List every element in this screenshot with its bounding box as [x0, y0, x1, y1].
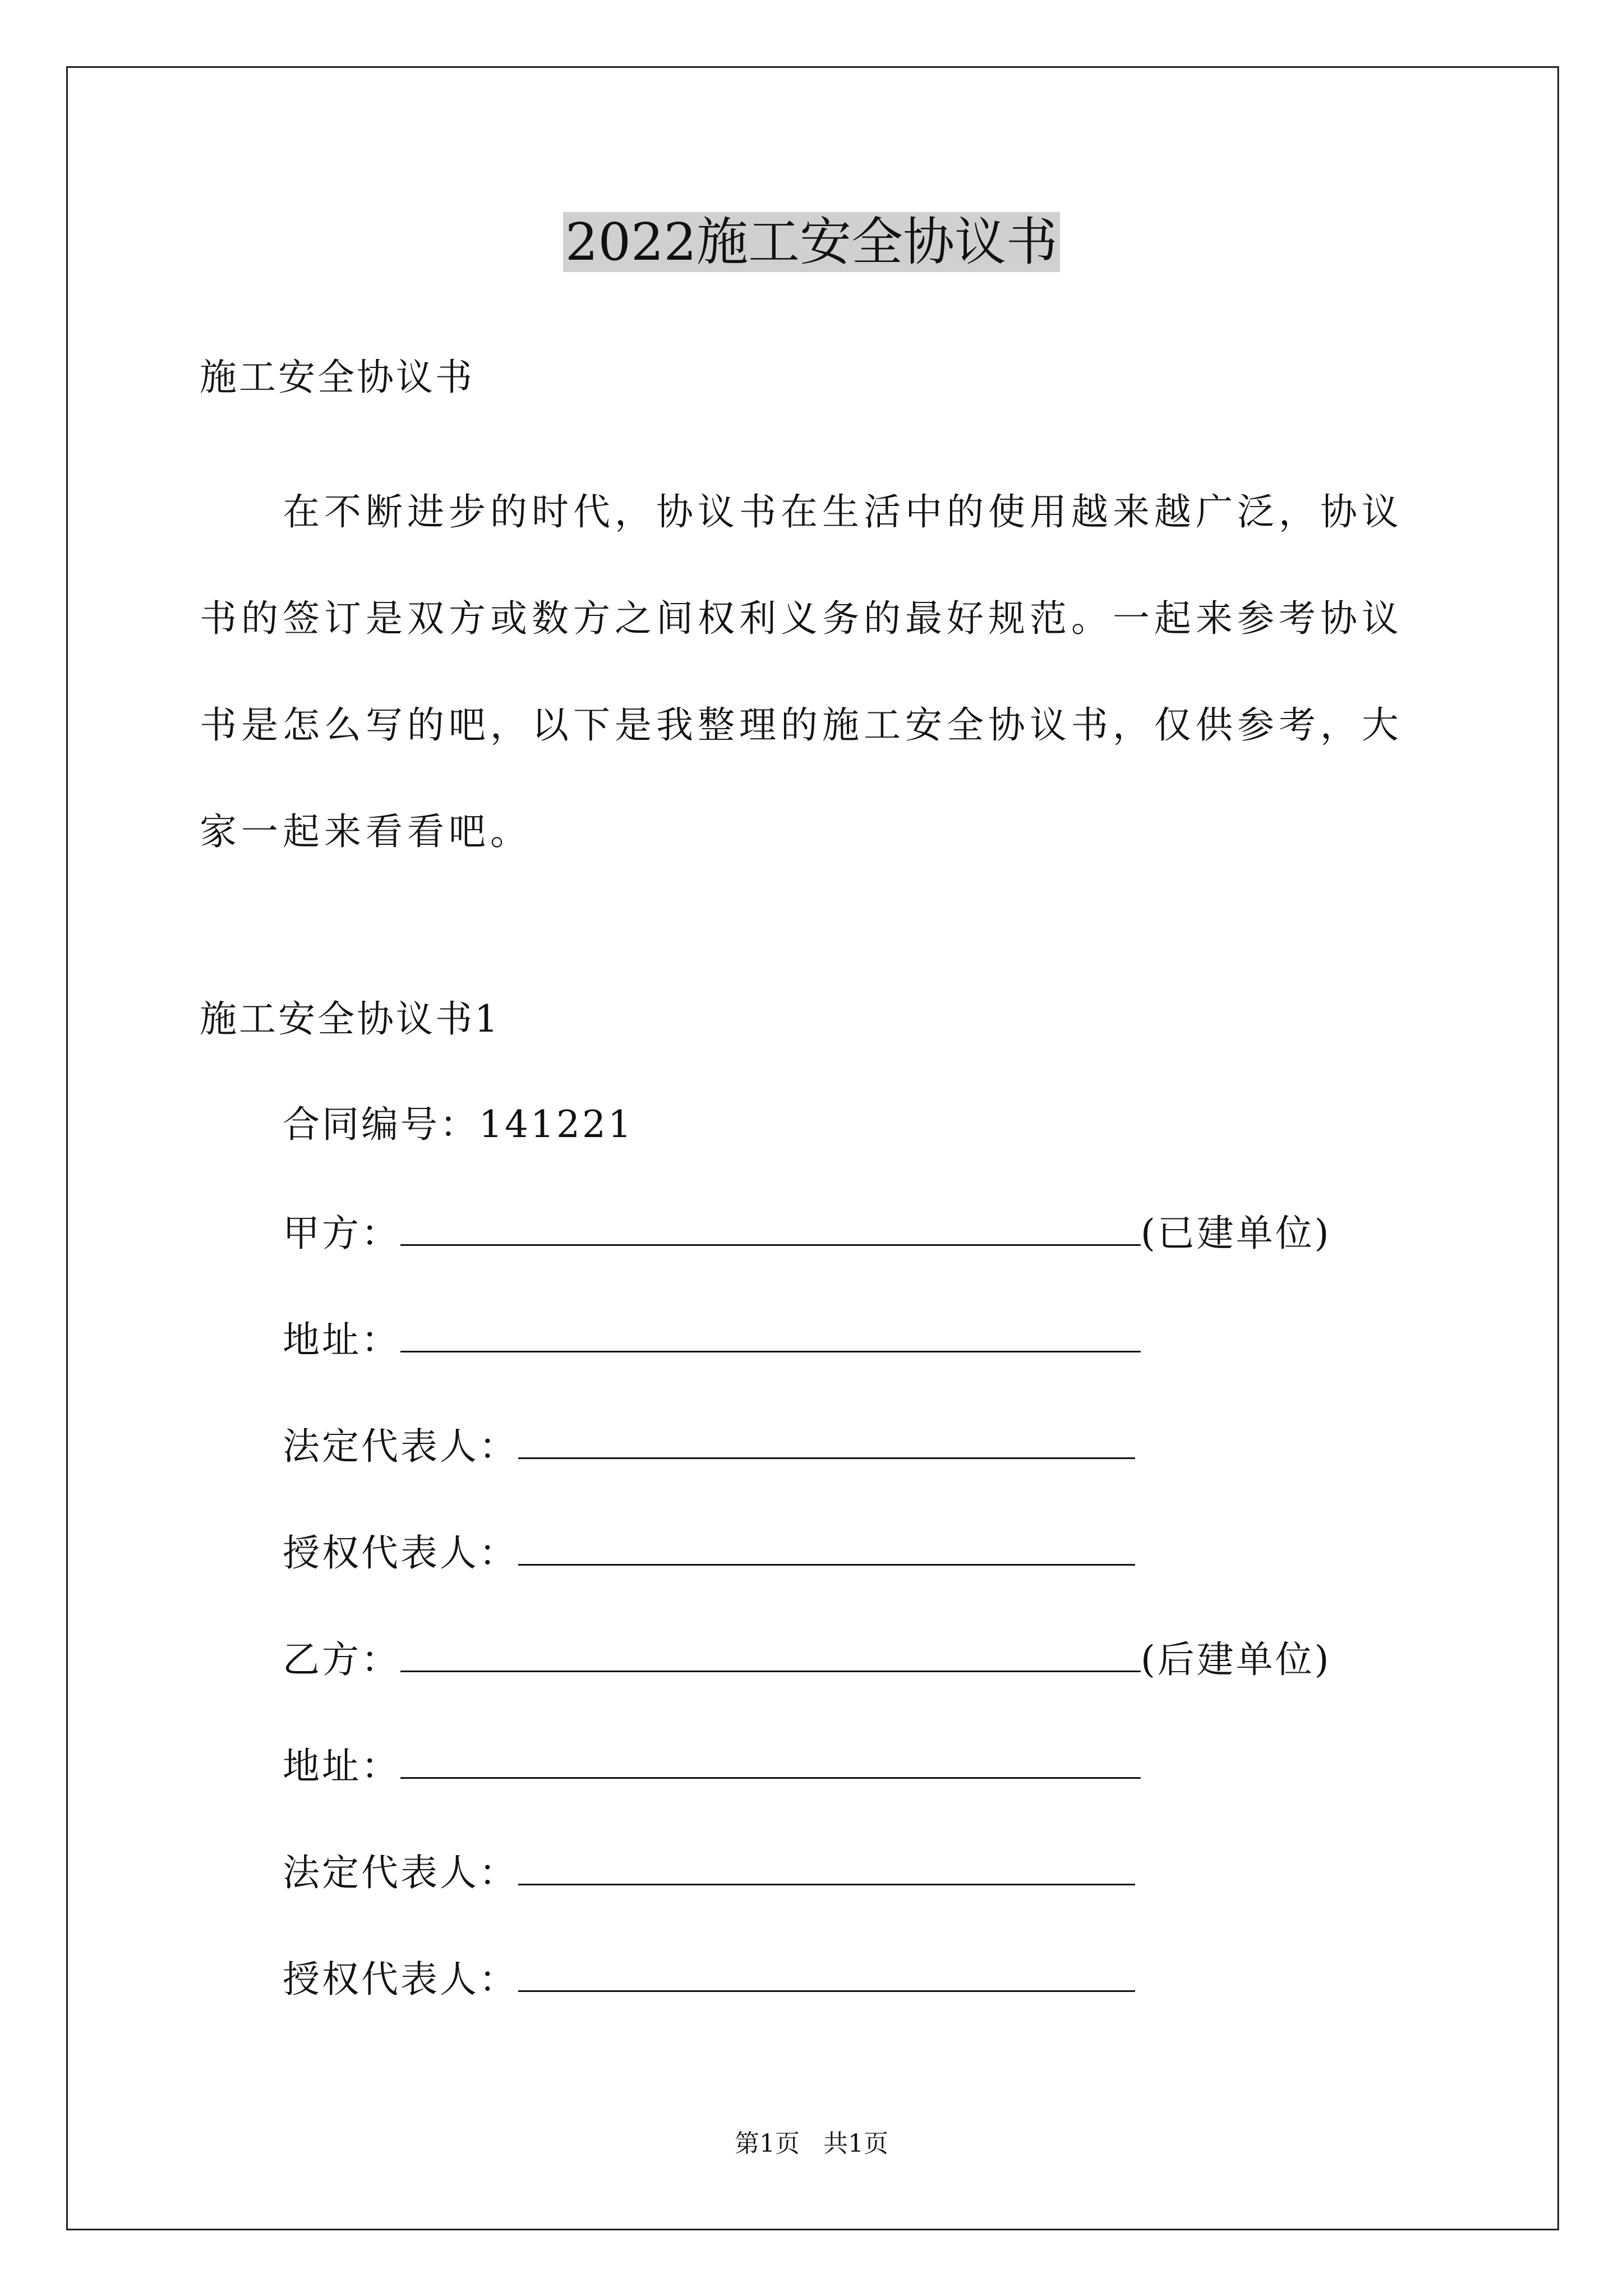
party-b-label: 乙方：	[283, 1638, 400, 1681]
party-b-legal-rep-blank-line[interactable]	[518, 1844, 1135, 1885]
party-a-legal-rep-label: 法定代表人：	[283, 1425, 518, 1468]
party-b-legal-rep-field	[283, 1844, 1135, 1898]
party-b-address-blank-line[interactable]	[400, 1738, 1141, 1779]
document-subtitle: 施工安全协议书	[200, 356, 474, 399]
section-heading: 施工安全协议书1	[200, 997, 500, 1041]
party-a-auth-rep-label: 授权代表人：	[283, 1531, 518, 1575]
party-a-label: 甲方：	[283, 1212, 400, 1255]
party-b-legal-rep-label: 法定代表人：	[283, 1851, 518, 1894]
party-b-address-label: 地址：	[283, 1745, 400, 1788]
party-a-blank-line[interactable]	[400, 1205, 1141, 1246]
party-b-field	[283, 1631, 1331, 1685]
party-b-auth-rep-blank-line[interactable]	[518, 1951, 1135, 1992]
document-title-text: 2022施工安全协议书	[563, 212, 1060, 272]
page-number: 第1页 共1页	[735, 2129, 888, 2158]
party-b-note: (后建单位)	[1141, 1638, 1331, 1681]
contract-number-label: 合同编号：141221	[283, 1103, 634, 1146]
intro-paragraph: 在不断进步的时代，协议书在生活中的使用越来越广泛，协议书的签订是双方或数方之间权利义务的最好规范。一起来参考协议书是怎么写的吧，以下是我整理的施工安全协议书，仅供参考，大家一起来看看吧。	[200, 490, 1403, 853]
party-a-field	[283, 1205, 1331, 1259]
party-a-legal-rep-blank-line[interactable]	[518, 1418, 1135, 1459]
document-title	[0, 209, 1623, 276]
party-a-legal-rep-field	[283, 1418, 1135, 1472]
party-a-note: (已建单位)	[1141, 1212, 1331, 1255]
party-b-blank-line[interactable]	[400, 1631, 1141, 1672]
party-a-address-field	[283, 1312, 1141, 1365]
contract-number	[283, 1099, 634, 1150]
party-a-address-blank-line[interactable]	[400, 1312, 1141, 1352]
party-a-address-label: 地址：	[283, 1318, 400, 1361]
party-a-auth-rep-blank-line[interactable]	[518, 1525, 1135, 1566]
party-a-auth-rep-field	[283, 1525, 1135, 1579]
page-footer	[0, 2127, 1623, 2161]
party-b-auth-rep-field	[283, 1951, 1135, 2005]
party-b-auth-rep-label: 授权代表人：	[283, 1958, 518, 2001]
party-b-address-field	[283, 1738, 1141, 1792]
